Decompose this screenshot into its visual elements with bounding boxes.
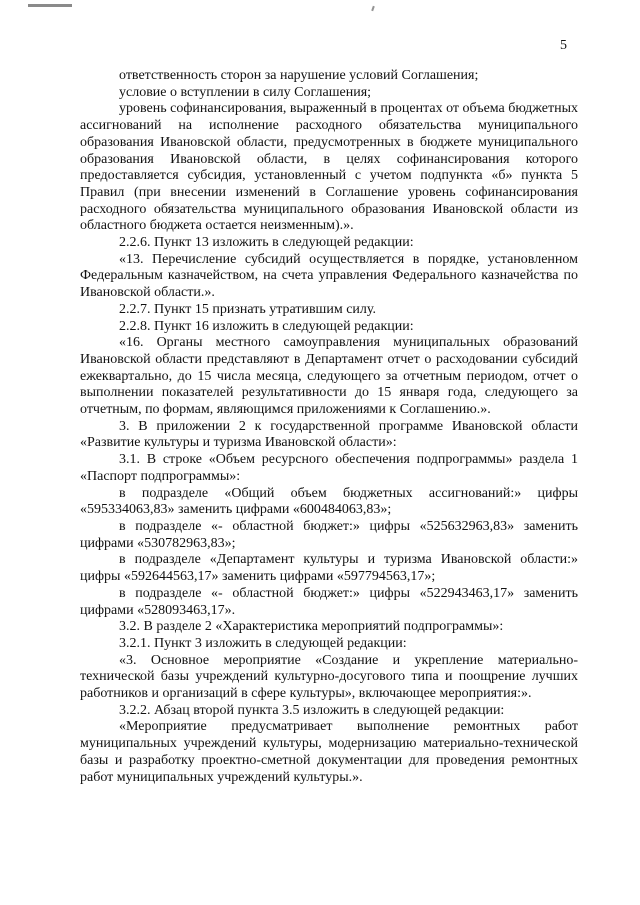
paragraph: 3. В приложении 2 к государственной программе Ивановской области «Развитие культуры и туризма Ивановской области»: xyxy=(80,418,578,451)
scan-artifact-mark xyxy=(28,4,72,7)
scan-artifact-dot xyxy=(371,6,375,11)
paragraph: в подразделе «Департамент культуры и туризма Ивановской области:» цифры «592644563,17» заменить цифрами «597794563,17»; xyxy=(80,552,578,585)
paragraph: «3. Основное мероприятие «Создание и укрепление материально-технической базы учреждений культурно-досугового типа и поощрение лучших работников и организаций в сфере культуры», включающее мероприятия:». xyxy=(80,652,578,702)
paragraph: уровень софинансирования, выраженный в процентах от объема бюджетных ассигнований на исполнение расходного обязательства муниципального образования Ивановской области, предусмотренных в бюджете муниципального образования Ивановской области, в целях софинансирования которого предоставляется субсидия, установленный с учетом подпункта «б» пункта 5 Правил (при внесении изменений в Соглашение уровень софинансирования расходного обязательства муниципального образования Ивановской области из областного бюджета остается неизменным).». xyxy=(80,101,578,234)
paragraph: «Мероприятие предусматривает выполнение ремонтных работ муниципальных учреждений культуры, модернизацию материально-технической базы и разработку проектно-сметной документации для проведения ремонтных работ муниципальных учреждений культуры.». xyxy=(80,719,578,785)
paragraph: 2.2.7. Пункт 15 признать утратившим силу. xyxy=(119,301,376,317)
paragraph: 3.2. В разделе 2 «Характеристика мероприятий подпрограммы»: xyxy=(119,619,504,635)
paragraph: «13. Перечисление субсидий осуществляется в порядке, установленном Федеральным казначейством, на счета управления Федерального казначейства по Ивановской области.». xyxy=(80,251,578,301)
paragraph: 2.2.8. Пункт 16 изложить в следующей редакции: xyxy=(119,318,414,334)
paragraph: в подразделе «- областной бюджет:» цифры «525632963,83» заменить цифрами «530782963,83»; xyxy=(80,518,578,551)
paragraph: в подразделе «Общий объем бюджетных ассигнований:» цифры «595334063,83» заменить цифрами «600484063,83»; xyxy=(80,485,578,518)
paragraph: ответственность сторон за нарушение условий Соглашения; xyxy=(119,68,479,83)
paragraph: в подразделе «- областной бюджет:» цифры «522943463,17» заменить цифрами «528093463,17». xyxy=(80,585,578,618)
paragraph: 3.2.2. Абзац второй пункта 3.5 изложить в следующей редакции: xyxy=(119,702,505,718)
page-number: 5 xyxy=(560,38,567,53)
paragraph: «16. Органы местного самоуправления муниципальных образований Ивановской области представляют в Департамент отчет о расходовании субсидий ежеквартально, до 15 числа месяца, следующего за отчетным периодом, отчет о выполнении показателей результативности до 15 января года, следующего за отчетным, по формам, являющимся приложениями к Соглашению.». xyxy=(80,335,578,418)
paragraph: 3.2.1. Пункт 3 изложить в следующей редакции: xyxy=(119,635,407,651)
paragraph: 3.1. В строке «Объем ресурсного обеспечения подпрограммы» раздела 1 «Паспорт подпрограммы»: xyxy=(80,452,578,484)
paragraph: условие о вступлении в силу Соглашения; xyxy=(119,84,372,100)
document-body xyxy=(80,68,578,786)
paragraph: 2.2.6. Пункт 13 изложить в следующей редакции: xyxy=(119,235,414,251)
